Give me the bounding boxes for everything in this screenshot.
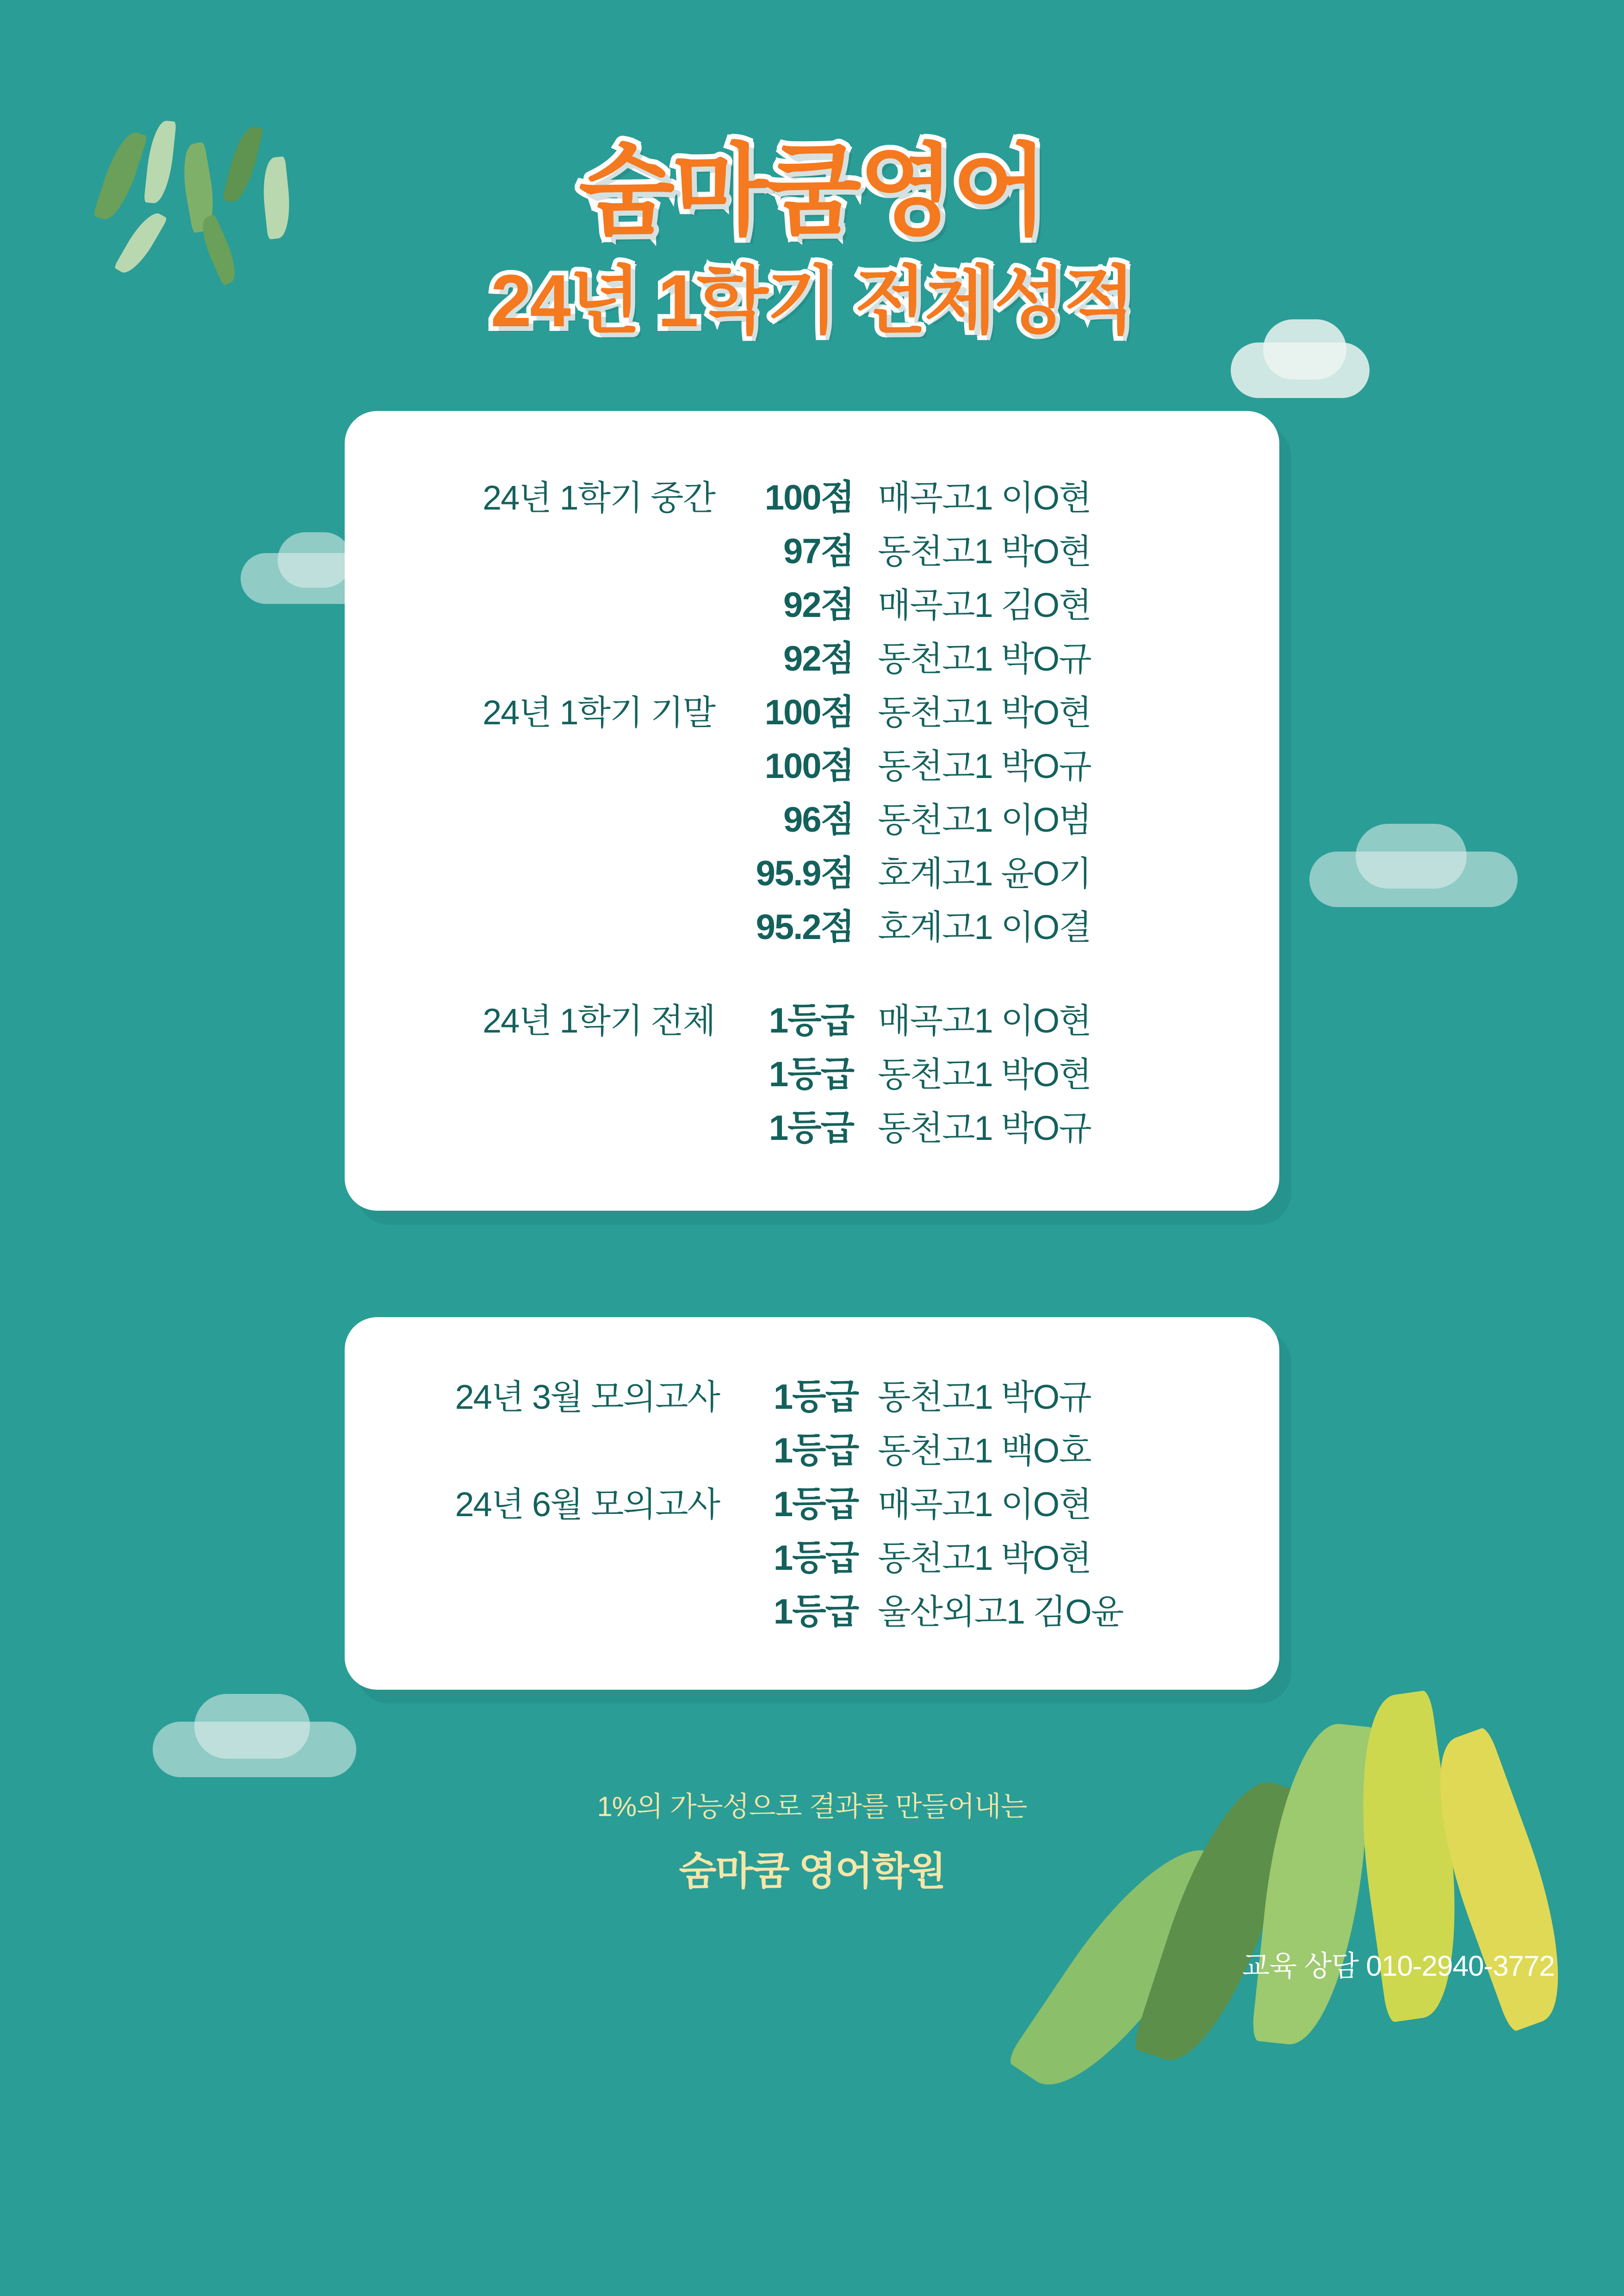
row-label: 24년 6월 모의고사	[455, 1485, 719, 1524]
row-score: 1등급	[773, 1484, 858, 1524]
footer-tagline: 1%의 가능성으로 결과를 만들어내는	[597, 1791, 1027, 1822]
row-score: 95.9점	[756, 853, 854, 893]
table-row	[345, 1370, 1279, 1424]
row-score: 1등급	[769, 1054, 854, 1094]
table-row	[345, 1048, 1279, 1101]
table-row	[345, 1101, 1279, 1155]
row-label: 24년 3월 모의고사	[455, 1377, 719, 1416]
row-student: 호계고1 이O결	[878, 908, 1091, 946]
row-student: 매곡고1 이O현	[878, 1485, 1091, 1524]
row-score: 1등급	[769, 1001, 854, 1040]
table-row	[345, 1424, 1279, 1478]
row-score: 100점	[764, 746, 854, 786]
row-score: 1등급	[773, 1431, 858, 1470]
row-student: 매곡고1 이O현	[878, 478, 1091, 517]
table-row	[345, 994, 1279, 1048]
row-score: 1등급	[769, 1108, 854, 1148]
row-score: 92점	[783, 639, 854, 678]
table-row	[345, 1585, 1279, 1639]
table-row	[345, 793, 1279, 847]
table-row	[345, 471, 1279, 525]
academy-name: 숨마쿰 영어학원	[679, 1849, 945, 1893]
row-label: 24년 1학기 중간	[482, 478, 715, 517]
row-score: 95.2점	[756, 907, 854, 947]
row-student: 동천고1 박O현	[878, 1055, 1091, 1094]
row-score: 100점	[764, 478, 854, 517]
row-student: 동천고1 박O현	[878, 693, 1091, 732]
table-row	[345, 579, 1279, 632]
row-score: 92점	[783, 585, 854, 625]
contact-info: 교육 상담 010-2940-3772	[1242, 1950, 1555, 1982]
cloud-icon	[194, 1694, 310, 1759]
table-row	[345, 1531, 1279, 1585]
cloud-icon	[278, 532, 352, 588]
row-score: 97점	[783, 531, 854, 571]
row-label: 24년 1학기 전체	[482, 1001, 715, 1040]
row-spacer	[345, 954, 1279, 994]
table-row	[345, 847, 1279, 901]
cloud-icon	[1356, 824, 1467, 889]
table-row	[345, 525, 1279, 579]
row-student: 동천고1 박O규	[878, 747, 1091, 785]
row-score: 100점	[764, 692, 854, 732]
page-subtitle: 24년 1학기 전체성적	[490, 259, 1134, 342]
row-student: 동천고1 박O규	[878, 639, 1091, 678]
table-row	[345, 740, 1279, 793]
page-title: 숨마쿰영어	[578, 135, 1046, 247]
row-student: 동천고1 박O현	[878, 532, 1091, 571]
table-row	[345, 1478, 1279, 1531]
table-row	[345, 632, 1279, 686]
poster-header	[0, 0, 1624, 342]
row-student: 호계고1 윤O기	[878, 854, 1091, 893]
row-score: 1등급	[773, 1377, 858, 1417]
exam-results-panel	[345, 411, 1279, 1211]
poster-footer	[0, 1785, 1624, 1982]
row-student: 동천고1 백O호	[878, 1431, 1091, 1470]
table-row	[345, 901, 1279, 954]
row-score: 1등급	[773, 1538, 858, 1578]
row-student: 울산외고1 김O윤	[878, 1592, 1123, 1631]
row-score: 96점	[783, 800, 854, 840]
row-score: 1등급	[773, 1592, 858, 1631]
row-student: 동천고1 이O범	[878, 800, 1091, 839]
row-student: 동천고1 박O규	[878, 1377, 1091, 1416]
row-student: 매곡고1 이O현	[878, 1001, 1091, 1040]
row-label: 24년 1학기 기말	[482, 693, 715, 732]
table-row	[345, 686, 1279, 740]
row-student: 매곡고1 김O현	[878, 585, 1091, 624]
row-student: 동천고1 박O규	[878, 1108, 1091, 1147]
row-student: 동천고1 박O현	[878, 1538, 1091, 1577]
mock-exam-results-panel	[345, 1317, 1279, 1690]
